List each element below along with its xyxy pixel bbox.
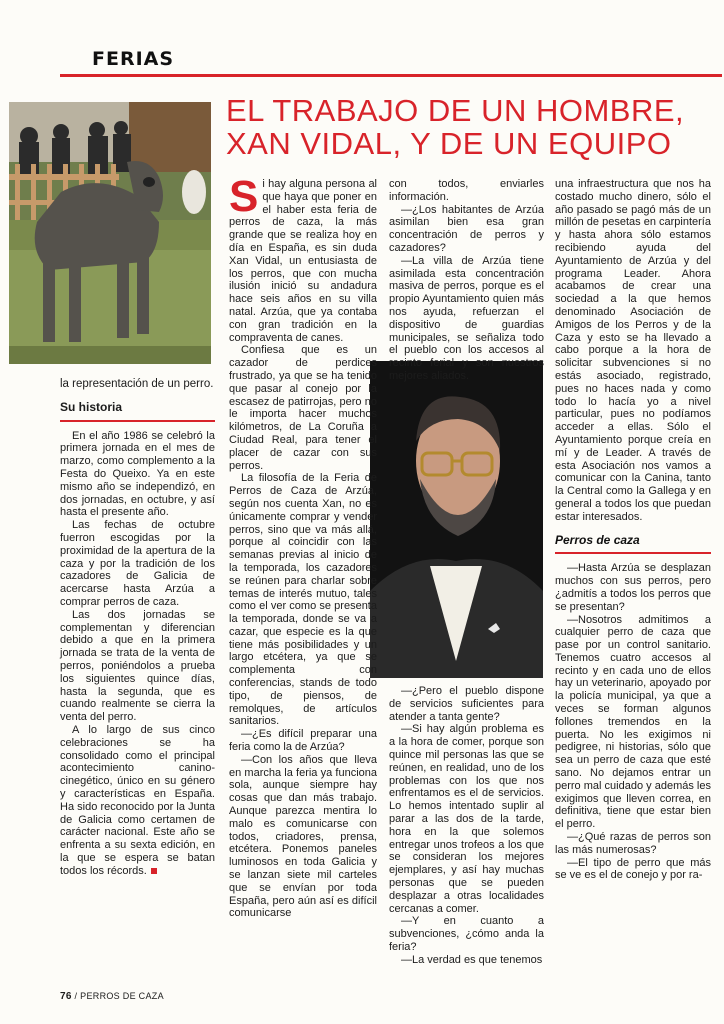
dog-photo <box>9 102 211 364</box>
folio-separator: / <box>74 991 78 1001</box>
paragraph: Las fechas de octubre fuerron escogidas por la proximidad de la apertura de la caza y por la tradición de los cazadores de Galicia de acercarse hasta Arzúa a comprar perros de caza. <box>60 519 215 608</box>
headline-line-2: XAN VIDAL, Y DE UN EQUIPO <box>226 126 672 161</box>
answer: —Nosotros admitimos a cualquier perro de caza que pase por un control sanitario. Tenemos cuatro accesos al recinto y en cada uno de ellos hay un veterinario, apoyado por la policía municipal, ya que a veces se forman algunos follones tremendos en la puerta. No les exigimos ni pedigree, ni historias, sólo que sea un perro de caza que esté sano. No dejamos entrar un perro mal cuidado y además les exigimos que lleven correa, en definitiva, tiene que estar bien el perro. <box>555 613 711 831</box>
column-3-bottom <box>389 685 544 967</box>
column-1 <box>60 378 215 877</box>
answer: —El tipo de perro que más se ve es el de conejo y por ra- <box>555 856 711 882</box>
portrait-illustration <box>370 361 543 678</box>
paragraph: Confiesa que es un cazador de perdices frustrado, ya que se ha tenido que pasar al conejo por la escasez de patirrojas, pero no le importa hacer muchos kilómetros, de La Coruña a Ciudad Real, para tener el placer de cazar con sus perros. <box>229 344 377 472</box>
answer: —Si hay algún problema es a la hora de comer, porque son quince mil personas las que se reúnen, en realidad, uno de los problemas con los que nos enfrentamos es el de servicios. Lo hemos intentado suplir al parar a las dos de la tarde, hora en la que solemos entregar unos trofeos a los que se consideran los mejores ejemplares, y así hay muchas personas que se pueden desplazar a otras localidades cercanas a comer. <box>389 723 544 915</box>
answer: —La verdad es que tenemos <box>401 953 543 966</box>
paragraph: La filosofía de la Feria de Perros de Caza de Arzúa, según nos cuenta Xan, no es únicamente comprar y vender perros, sino que va más allá, porque al coincidir con las semanas previas al inicio de la temporada, los cazadores se reúnen para charlar sobre temas de interés mutuo, tales como el ver como se presenta la temporada, donde se va a cazar, que especie es la que tiene más posibilidades y un largo etcétera, ya que se complementa con conferencias, stands de todo tipo, de piensos, de remolques, de artículos sanitarios. <box>229 472 377 728</box>
question: —¿Los habitantes de Arzúa asimilan bien esa gran concentración de perros y cazadores? <box>389 203 544 254</box>
column-2 <box>229 172 377 920</box>
paragraph: En el año 1986 se celebró la primera jornada en el mes de marzo, como complemento a la Festa do Queixo. Ya en este mismo año se independizó, en dos jornadas, en octubre, y así hasta el presente año. <box>60 429 215 519</box>
section-rule <box>60 74 722 77</box>
section-label: FERIAS <box>92 48 175 70</box>
page-footer <box>60 991 164 1002</box>
paragraph-text: A lo largo de sus cinco celebraciones se ha consolidado como el principal acontecimiento canino-cinegético, único en su género y características en España. Ha sido reconocido por la Junta de Galicia como certamen de carácter nacional. Este año se enfrenta a su sexta edición, en la que se espera se batan todos los récords. <box>60 723 215 877</box>
subheading-rule <box>60 420 215 422</box>
lead-text: i hay alguna persona al que haya que poner en el haber esta feria de perros de caza, la más grande que se realiza hoy en día en España, es sin duda Xan Vidal, un entusiasta de los perros, que con mucha ilusión inició su andadura hace seis años en su villa natal. Arzúa, que ya contaba con gran tradición en la compraventa de canes. <box>229 178 377 344</box>
subheading-rule <box>555 552 711 554</box>
subheading-su-historia: Su historia <box>60 399 123 414</box>
end-mark <box>151 868 157 874</box>
photo-caption: la representación de un perro. <box>60 378 214 390</box>
question: —Hasta Arzúa se desplazan muchos con sus perros, pero ¿admitís a todos los perros que se presentan? <box>555 562 711 613</box>
question: —Y en cuanto a subvenciones, ¿cómo anda la feria? <box>389 915 544 953</box>
answer: —Con los años que lleva en marcha la feria ya funciona sola, aunque siempre hay cosas que dan más trabajo. Aunque parezca mentira lo malo es comunicarse con todos, criadores, prensa, etcétera. Ponemos paneles luminosos en toda Galicia y se lanzan siete mil carteles que se envían por toda España, pero aún así es difícil comunicarse <box>229 753 377 920</box>
portrait-photo <box>370 361 543 678</box>
paragraph: con todos, enviarles información. <box>389 178 544 203</box>
paragraph: Las dos jornadas se complementan y diferencian debido a que en la primera jornada se trata de la venta de perros, poniéndolos a prueba los siguientes quince días, hasta la segunda, que es cuando realmente se cierra la venta del perro. <box>60 608 215 724</box>
headline-line-1: EL TRABAJO DE UN HOMBRE, <box>226 93 685 128</box>
column-4 <box>555 178 711 882</box>
column-3-top <box>389 178 544 383</box>
question: —¿Es difícil preparar una feria como la de Arzúa? <box>229 728 377 754</box>
paragraph <box>60 724 215 878</box>
page-number: 76 <box>60 991 72 1002</box>
question: —¿Qué razas de perros son las más numerosas? <box>555 831 711 856</box>
paragraph: una infraestructura que nos ha costado mucho dinero, sólo el año pasado se pagó más de un millón de pesetas en carpintería y hasta ahora sólo estamos recibiendo ayuda del Ayuntamiento de Arzúa y del programa Leader. Ahora acabamos de crear una sociedad a la que hemos denominado Asociación de Amigos de los Perros y de la Caza y esto se ha llevado a cabo porque a la hora de solicitar subvenciones si no estás asociado, registrado, pues no haces nada y como todo lo hacía yo a nivel particular, pues no podíamos acceder a ellas. Sólo el Ayuntamiento porque creía en mí y de Leader. A través de esta Asociación nos vamos a comunicar con la Canina, tanto la Central como la Gallega y en general a todos los que puedan estar interesados. <box>555 178 711 523</box>
magazine-name: PERROS DE CAZA <box>80 991 164 1001</box>
subheading-perros-de-caza: Perros de caza <box>555 532 640 547</box>
dog-photo-illustration <box>9 102 211 364</box>
answer: —La villa de Arzúa tiene asimilada esta concentración masiva de perros, porque es el propio Ayuntamiento quien más nos ayuda, refuerzan el dispositivo de guardias municipales, se señaliza todo el pueblo con los accesos al recinto ferial y son nuestros mejores aliados. <box>389 254 544 382</box>
lead-paragraph <box>229 172 377 344</box>
question: —¿Pero el pueblo dispone de servicios suficientes para atender a tanta gente? <box>389 685 544 723</box>
drop-cap: S <box>229 172 259 221</box>
headline <box>226 94 722 160</box>
